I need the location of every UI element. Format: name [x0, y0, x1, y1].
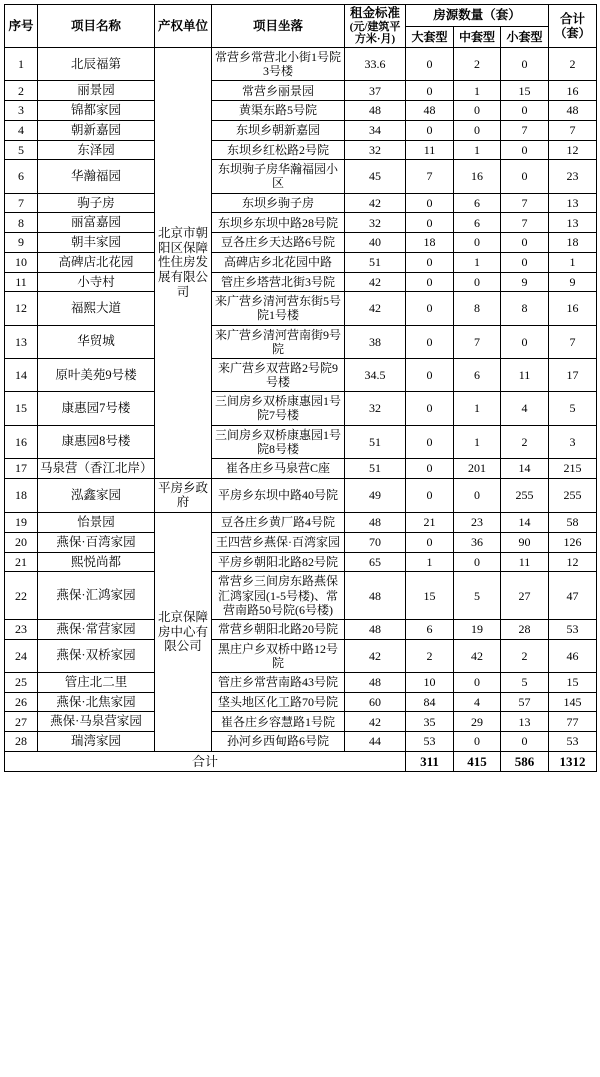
row-mid-type: 201 — [454, 458, 501, 478]
row-sum: 12 — [549, 140, 597, 160]
table-row — [5, 392, 597, 425]
row-sum: 77 — [549, 712, 597, 732]
row-index: 22 — [5, 572, 38, 619]
row-big-type: 0 — [406, 532, 454, 552]
row-big-type: 0 — [406, 120, 454, 140]
row-index: 26 — [5, 692, 38, 712]
total-row — [5, 751, 597, 771]
row-rent: 51 — [345, 458, 406, 478]
table-row — [5, 639, 597, 672]
row-big-type: 1 — [406, 552, 454, 572]
row-mid-type: 0 — [454, 120, 501, 140]
row-sum: 13 — [549, 213, 597, 233]
row-index: 23 — [5, 619, 38, 639]
row-small-type: 0 — [501, 160, 549, 193]
row-small-type: 2 — [501, 639, 549, 672]
row-big-type: 0 — [406, 358, 454, 391]
row-project-name: 瑞湾家园 — [38, 732, 155, 752]
row-location: 孙河乡西甸路6号院 — [212, 732, 345, 752]
row-rent: 34 — [345, 120, 406, 140]
row-small-type: 11 — [501, 552, 549, 572]
row-project-name: 小寺村 — [38, 272, 155, 292]
table-row — [5, 732, 597, 752]
row-small-type: 0 — [501, 101, 549, 121]
row-big-type: 0 — [406, 47, 454, 80]
row-mid-type: 6 — [454, 213, 501, 233]
row-rent: 51 — [345, 252, 406, 272]
row-location: 来广营乡清河营东街5号院1号楼 — [212, 292, 345, 325]
header-location: 项目坐落 — [212, 5, 345, 48]
row-index: 4 — [5, 120, 38, 140]
row-big-type: 15 — [406, 572, 454, 619]
total-sum: 1312 — [549, 751, 597, 771]
row-project-name: 东泽园 — [38, 140, 155, 160]
row-project-name: 康惠园8号楼 — [38, 425, 155, 458]
row-location: 黄渠东路5号院 — [212, 101, 345, 121]
row-sum: 15 — [549, 672, 597, 692]
row-rent: 32 — [345, 140, 406, 160]
table-row — [5, 325, 597, 358]
row-mid-type: 2 — [454, 47, 501, 80]
row-mid-type: 7 — [454, 325, 501, 358]
row-index: 10 — [5, 252, 38, 272]
row-project-name: 朝新嘉园 — [38, 120, 155, 140]
row-sum: 46 — [549, 639, 597, 672]
row-small-type: 15 — [501, 81, 549, 101]
row-mid-type: 0 — [454, 552, 501, 572]
row-mid-type: 1 — [454, 140, 501, 160]
row-sum: 145 — [549, 692, 597, 712]
table-row — [5, 81, 597, 101]
row-rent: 44 — [345, 732, 406, 752]
row-location: 常营乡三间房东路燕保汇鸿家园(1-5号楼)、常营南路50号院(6号楼) — [212, 572, 345, 619]
row-big-type: 0 — [406, 325, 454, 358]
row-location: 崔各庄乡容慧路1号院 — [212, 712, 345, 732]
row-sum: 58 — [549, 513, 597, 533]
total-small-type: 586 — [501, 751, 549, 771]
row-rent: 65 — [345, 552, 406, 572]
row-rent: 45 — [345, 160, 406, 193]
row-location: 崔各庄乡马泉营C座 — [212, 458, 345, 478]
table-header — [5, 5, 597, 48]
row-index: 18 — [5, 478, 38, 513]
row-big-type: 2 — [406, 639, 454, 672]
row-index: 21 — [5, 552, 38, 572]
row-big-type: 18 — [406, 233, 454, 253]
row-rent: 34.5 — [345, 358, 406, 391]
row-big-type: 6 — [406, 619, 454, 639]
row-index: 13 — [5, 325, 38, 358]
row-small-type: 7 — [501, 120, 549, 140]
row-mid-type: 19 — [454, 619, 501, 639]
table-row — [5, 619, 597, 639]
table-row — [5, 513, 597, 533]
row-project-name: 燕保·百湾家园 — [38, 532, 155, 552]
row-small-type: 0 — [501, 252, 549, 272]
row-index: 20 — [5, 532, 38, 552]
row-rent: 48 — [345, 572, 406, 619]
header-supply-group: 房源数量（套） — [406, 5, 549, 27]
table-row — [5, 572, 597, 619]
row-location: 来广营乡双营路2号院9号楼 — [212, 358, 345, 391]
row-location: 常营乡丽景园 — [212, 81, 345, 101]
row-project-name: 怡景园 — [38, 513, 155, 533]
table-row — [5, 692, 597, 712]
row-sum: 126 — [549, 532, 597, 552]
row-mid-type: 23 — [454, 513, 501, 533]
row-mid-type: 4 — [454, 692, 501, 712]
table-row — [5, 193, 597, 213]
row-big-type: 0 — [406, 478, 454, 513]
row-index: 6 — [5, 160, 38, 193]
row-small-type: 4 — [501, 392, 549, 425]
row-project-name: 泓鑫家园 — [38, 478, 155, 513]
row-mid-type: 16 — [454, 160, 501, 193]
row-location: 东坝乡驹子房 — [212, 193, 345, 213]
row-big-type: 0 — [406, 425, 454, 458]
row-small-type: 0 — [501, 233, 549, 253]
row-owner-unit: 北京保障房中心有限公司 — [155, 513, 212, 752]
row-index: 24 — [5, 639, 38, 672]
row-project-name: 熙悦尚都 — [38, 552, 155, 572]
row-rent: 37 — [345, 81, 406, 101]
row-rent: 42 — [345, 712, 406, 732]
header-small-type: 小套型 — [501, 26, 549, 47]
row-index: 5 — [5, 140, 38, 160]
row-sum: 18 — [549, 233, 597, 253]
row-sum: 16 — [549, 81, 597, 101]
row-location: 管庄乡常营南路43号院 — [212, 672, 345, 692]
row-big-type: 0 — [406, 272, 454, 292]
row-small-type: 2 — [501, 425, 549, 458]
table-row — [5, 672, 597, 692]
row-project-name: 丽景园 — [38, 81, 155, 101]
row-sum: 48 — [549, 101, 597, 121]
row-location: 高碑店乡北花园中路 — [212, 252, 345, 272]
row-sum: 2 — [549, 47, 597, 80]
row-location: 常营乡常营北小街1号院3号楼 — [212, 47, 345, 80]
row-location: 东坝乡朝新嘉园 — [212, 120, 345, 140]
row-location: 豆各庄乡黄厂路4号院 — [212, 513, 345, 533]
row-project-name: 原叶美苑9号楼 — [38, 358, 155, 391]
row-small-type: 0 — [501, 47, 549, 80]
table-row — [5, 358, 597, 391]
header-big-type: 大套型 — [406, 26, 454, 47]
header-row-top — [5, 5, 597, 27]
row-project-name: 朝丰家园 — [38, 233, 155, 253]
row-index: 8 — [5, 213, 38, 233]
row-index: 28 — [5, 732, 38, 752]
row-project-name: 燕保·北焦家园 — [38, 692, 155, 712]
row-mid-type: 1 — [454, 81, 501, 101]
row-small-type: 0 — [501, 325, 549, 358]
row-index: 14 — [5, 358, 38, 391]
row-mid-type: 6 — [454, 193, 501, 213]
row-sum: 215 — [549, 458, 597, 478]
row-sum: 7 — [549, 325, 597, 358]
row-sum: 47 — [549, 572, 597, 619]
row-location: 东坝乡东坝中路28号院 — [212, 213, 345, 233]
row-small-type: 14 — [501, 458, 549, 478]
table-row — [5, 47, 597, 80]
row-index: 11 — [5, 272, 38, 292]
row-small-type: 0 — [501, 140, 549, 160]
row-project-name: 燕保·常营家园 — [38, 619, 155, 639]
header-rent-standard — [345, 5, 406, 48]
table-row — [5, 101, 597, 121]
table-row — [5, 458, 597, 478]
row-small-type: 11 — [501, 358, 549, 391]
row-mid-type: 0 — [454, 101, 501, 121]
row-index: 7 — [5, 193, 38, 213]
row-big-type: 0 — [406, 252, 454, 272]
row-index: 15 — [5, 392, 38, 425]
row-rent: 48 — [345, 513, 406, 533]
row-sum: 5 — [549, 392, 597, 425]
row-small-type: 27 — [501, 572, 549, 619]
row-mid-type: 0 — [454, 732, 501, 752]
row-sum: 1 — [549, 252, 597, 272]
table-row — [5, 120, 597, 140]
row-index: 19 — [5, 513, 38, 533]
row-location: 黑庄户乡双桥中路12号院 — [212, 639, 345, 672]
row-small-type: 5 — [501, 672, 549, 692]
row-rent: 42 — [345, 639, 406, 672]
row-mid-type: 29 — [454, 712, 501, 732]
row-owner-unit: 平房乡政府 — [155, 478, 212, 513]
row-project-name: 华贸城 — [38, 325, 155, 358]
row-rent: 38 — [345, 325, 406, 358]
row-mid-type: 1 — [454, 252, 501, 272]
row-mid-type: 6 — [454, 358, 501, 391]
row-mid-type: 5 — [454, 572, 501, 619]
row-index: 1 — [5, 47, 38, 80]
row-index: 25 — [5, 672, 38, 692]
row-small-type: 57 — [501, 692, 549, 712]
row-big-type: 53 — [406, 732, 454, 752]
row-small-type: 9 — [501, 272, 549, 292]
row-big-type: 0 — [406, 213, 454, 233]
row-index: 16 — [5, 425, 38, 458]
table-row — [5, 532, 597, 552]
row-mid-type: 0 — [454, 233, 501, 253]
row-rent: 33.6 — [345, 47, 406, 80]
row-project-name: 高碑店北花园 — [38, 252, 155, 272]
row-mid-type: 1 — [454, 392, 501, 425]
row-mid-type: 36 — [454, 532, 501, 552]
header-index: 序号 — [5, 5, 38, 48]
row-location: 管庄乡塔营北街3号院 — [212, 272, 345, 292]
row-project-name: 燕保·马泉营家园 — [38, 712, 155, 732]
row-location: 三间房乡双桥康惠园1号院8号楼 — [212, 425, 345, 458]
table-row — [5, 272, 597, 292]
row-location: 垡头地区化工路70号院 — [212, 692, 345, 712]
row-mid-type: 42 — [454, 639, 501, 672]
row-project-name: 燕保·汇鸿家园 — [38, 572, 155, 619]
row-location: 豆各庄乡天达路6号院 — [212, 233, 345, 253]
row-small-type: 8 — [501, 292, 549, 325]
row-rent: 42 — [345, 272, 406, 292]
row-big-type: 11 — [406, 140, 454, 160]
row-mid-type: 8 — [454, 292, 501, 325]
header-rent-standard-unit: (元/建筑平方米·月) — [349, 20, 401, 45]
header-mid-type: 中套型 — [454, 26, 501, 47]
table-row — [5, 252, 597, 272]
row-big-type: 0 — [406, 458, 454, 478]
row-project-name: 丽富嘉园 — [38, 213, 155, 233]
table-row — [5, 425, 597, 458]
row-small-type: 13 — [501, 712, 549, 732]
table-row — [5, 552, 597, 572]
table-row — [5, 712, 597, 732]
row-sum: 3 — [549, 425, 597, 458]
row-mid-type: 1 — [454, 425, 501, 458]
row-big-type: 35 — [406, 712, 454, 732]
row-small-type: 7 — [501, 213, 549, 233]
row-sum: 13 — [549, 193, 597, 213]
row-project-name: 北辰福第 — [38, 47, 155, 80]
row-rent: 70 — [345, 532, 406, 552]
row-mid-type: 0 — [454, 672, 501, 692]
row-project-name: 福熙大道 — [38, 292, 155, 325]
row-rent: 49 — [345, 478, 406, 513]
row-sum: 53 — [549, 619, 597, 639]
table-row — [5, 140, 597, 160]
row-small-type: 28 — [501, 619, 549, 639]
row-rent: 32 — [345, 213, 406, 233]
total-mid-type: 415 — [454, 751, 501, 771]
row-big-type: 0 — [406, 81, 454, 101]
row-location: 平房乡东坝中路40号院 — [212, 478, 345, 513]
row-mid-type: 0 — [454, 272, 501, 292]
row-location: 三间房乡双桥康惠园1号院7号楼 — [212, 392, 345, 425]
row-sum: 53 — [549, 732, 597, 752]
table-body — [5, 47, 597, 751]
row-location: 王四营乡燕保·百湾家园 — [212, 532, 345, 552]
row-location: 东坝驹子房华瀚福园小区 — [212, 160, 345, 193]
row-rent: 42 — [345, 292, 406, 325]
row-small-type: 90 — [501, 532, 549, 552]
row-big-type: 84 — [406, 692, 454, 712]
row-small-type: 255 — [501, 478, 549, 513]
row-big-type: 0 — [406, 292, 454, 325]
header-total — [549, 5, 597, 48]
row-rent: 60 — [345, 692, 406, 712]
table-footer — [5, 751, 597, 771]
row-big-type: 48 — [406, 101, 454, 121]
header-project-name: 项目名称 — [38, 5, 155, 48]
total-label: 合计 — [5, 751, 406, 771]
row-project-name: 驹子房 — [38, 193, 155, 213]
row-project-name: 燕保·双桥家园 — [38, 639, 155, 672]
row-project-name: 马泉营（香江北岸） — [38, 458, 155, 478]
header-rent-standard-title: 租金标准 — [349, 6, 400, 20]
row-rent: 51 — [345, 425, 406, 458]
row-sum: 16 — [549, 292, 597, 325]
row-big-type: 21 — [406, 513, 454, 533]
row-index: 17 — [5, 458, 38, 478]
row-sum: 23 — [549, 160, 597, 193]
table-row — [5, 478, 597, 513]
row-index: 2 — [5, 81, 38, 101]
row-project-name: 康惠园7号楼 — [38, 392, 155, 425]
row-small-type: 7 — [501, 193, 549, 213]
row-location: 平房乡朝阳北路82号院 — [212, 552, 345, 572]
row-index: 3 — [5, 101, 38, 121]
row-owner-unit: 北京市朝阳区保障性住房发展有限公司 — [155, 47, 212, 478]
row-location: 常营乡朝阳北路20号院 — [212, 619, 345, 639]
table-row — [5, 233, 597, 253]
row-small-type: 14 — [501, 513, 549, 533]
row-rent: 48 — [345, 672, 406, 692]
header-total-unit: （套） — [554, 26, 591, 41]
row-sum: 12 — [549, 552, 597, 572]
header-owner-unit: 产权单位 — [155, 5, 212, 48]
row-rent: 48 — [345, 101, 406, 121]
row-big-type: 0 — [406, 193, 454, 213]
row-sum: 17 — [549, 358, 597, 391]
row-project-name: 华瀚福园 — [38, 160, 155, 193]
row-rent: 40 — [345, 233, 406, 253]
row-mid-type: 0 — [454, 478, 501, 513]
row-sum: 255 — [549, 478, 597, 513]
row-big-type: 7 — [406, 160, 454, 193]
row-project-name: 锦都家园 — [38, 101, 155, 121]
row-rent: 32 — [345, 392, 406, 425]
row-small-type: 0 — [501, 732, 549, 752]
row-project-name: 管庄北二里 — [38, 672, 155, 692]
row-location: 来广营乡清河营南街9号院 — [212, 325, 345, 358]
row-index: 12 — [5, 292, 38, 325]
table-row — [5, 292, 597, 325]
row-index: 9 — [5, 233, 38, 253]
row-index: 27 — [5, 712, 38, 732]
table-row — [5, 160, 597, 193]
total-big-type: 311 — [406, 751, 454, 771]
row-location: 东坝乡红松路2号院 — [212, 140, 345, 160]
affordable-housing-table — [4, 4, 597, 772]
row-big-type: 10 — [406, 672, 454, 692]
row-rent: 48 — [345, 619, 406, 639]
row-big-type: 0 — [406, 392, 454, 425]
header-total-title: 合计 — [560, 11, 586, 26]
row-sum: 9 — [549, 272, 597, 292]
row-rent: 42 — [345, 193, 406, 213]
row-sum: 7 — [549, 120, 597, 140]
table-row — [5, 213, 597, 233]
